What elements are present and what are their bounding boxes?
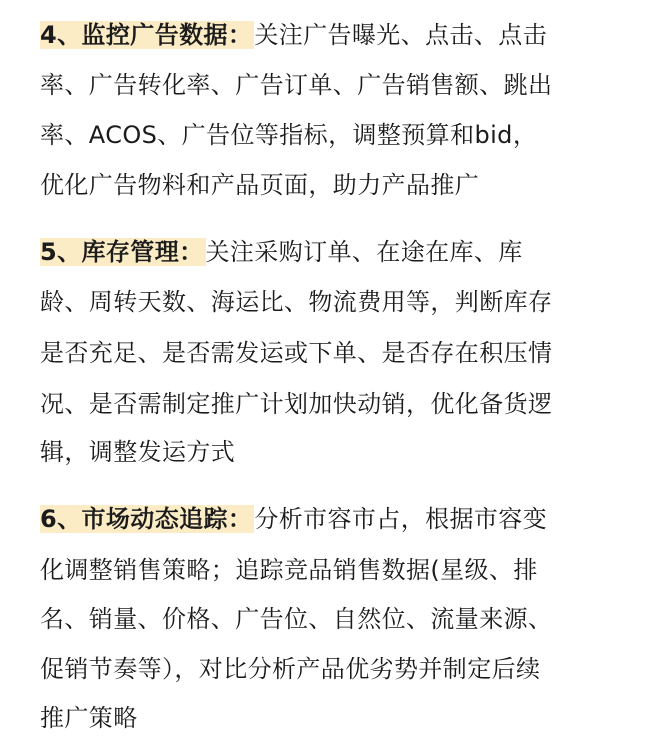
section-line bbox=[40, 15, 547, 55]
section-line bbox=[40, 499, 547, 539]
section-line: 辑，调整发运方式 bbox=[40, 438, 236, 466]
section-line: 况、是否需制定推广计划加快动销，优化备货逻 bbox=[40, 390, 553, 418]
section-line: 优化广告物料和产品页面，助力产品推广 bbox=[40, 171, 480, 199]
section-heading: 6、市场动态追踪： bbox=[40, 505, 253, 533]
section-line: 推广策略 bbox=[40, 704, 138, 732]
section-line: 龄、周转天数、海运比、物流费用等，判断库存 bbox=[40, 288, 553, 316]
section-text: 分析市容市占，根据市容变 bbox=[254, 505, 548, 533]
section-line: 率、ACOS、广告位等指标，调整预算和bid， bbox=[40, 121, 538, 149]
section-line: 名、销量、价格、广告位、自然位、流量来源、 bbox=[40, 605, 553, 633]
section-text: 关注采购订单、在途在库、库 bbox=[205, 238, 523, 266]
section-text: 关注广告曝光、点击、点击 bbox=[254, 21, 548, 49]
section-line: 促销节奏等），对比分析产品优劣势并制定后续 bbox=[40, 655, 541, 683]
section-line: 率、广告转化率、广告订单、广告销售额、跳出 bbox=[40, 71, 553, 99]
section-line: 是否充足、是否需发运或下单、是否存在积压情 bbox=[40, 339, 553, 367]
section-line: 化调整销售策略；追踪竞品销售数据(星级、排 bbox=[40, 556, 538, 584]
section-heading: 4、监控广告数据： bbox=[40, 21, 253, 49]
section-heading: 5、库存管理： bbox=[40, 238, 204, 266]
section-line bbox=[40, 232, 523, 272]
